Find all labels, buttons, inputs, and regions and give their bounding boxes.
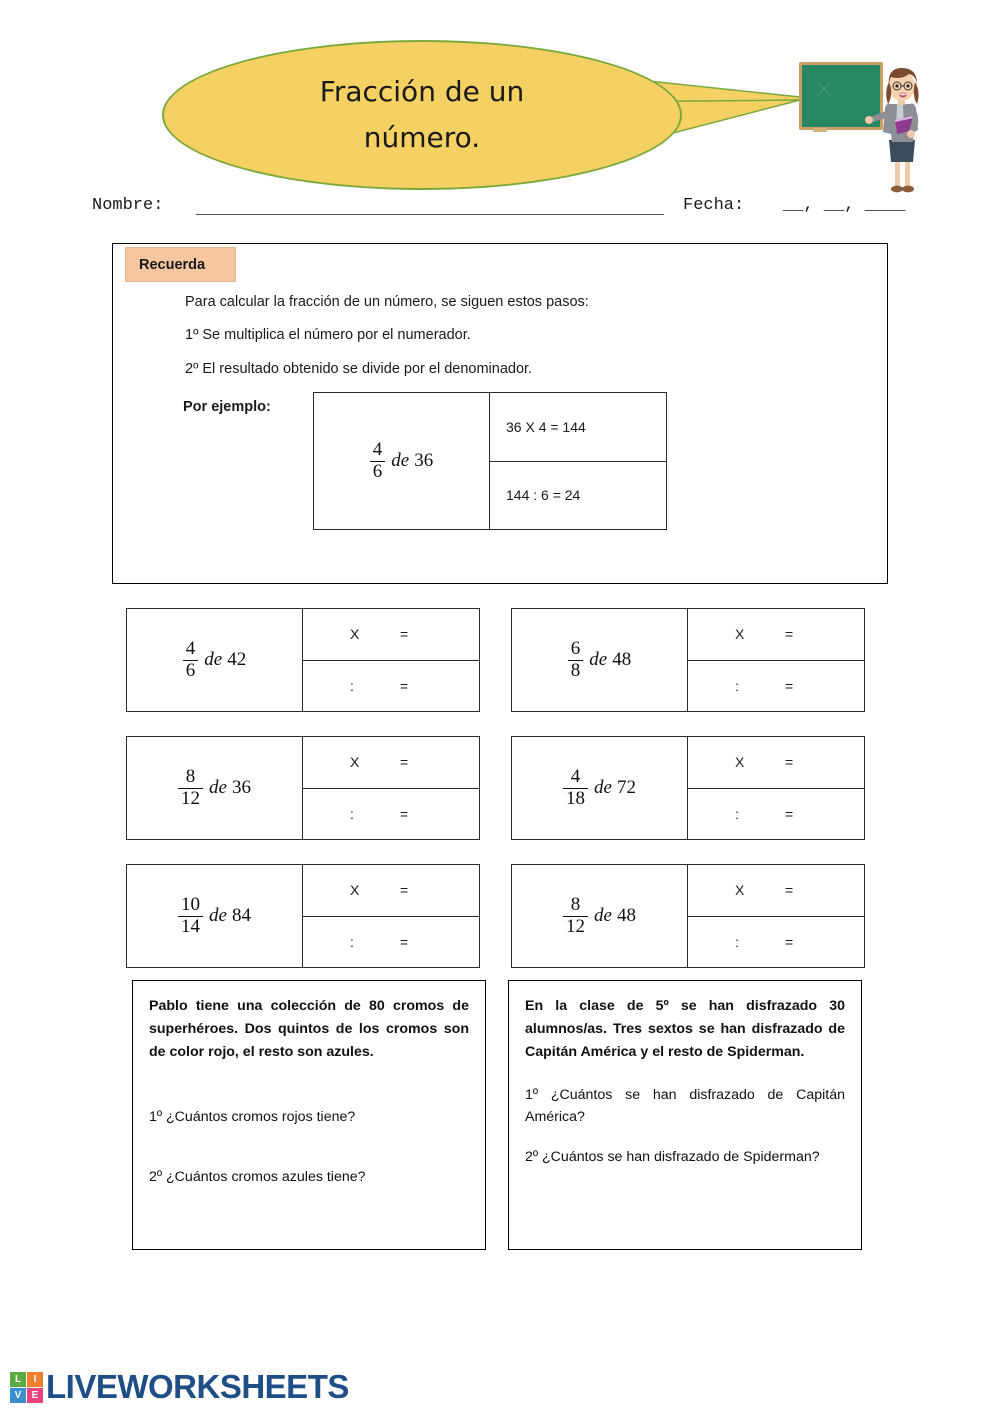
logo-tile-l: L	[10, 1372, 26, 1387]
exercise-box-5	[126, 864, 480, 968]
exercise-answer-cell[interactable]	[303, 737, 479, 839]
divide-answer-row[interactable]	[688, 917, 864, 968]
liveworksheets-logo[interactable]	[10, 1368, 349, 1406]
exercise-row	[0, 736, 1000, 864]
equals-symbol: =	[400, 933, 409, 950]
equals-symbol: =	[400, 882, 409, 899]
page-title-line-2: número.	[363, 121, 481, 154]
equals-symbol: =	[785, 882, 794, 899]
multiply-symbol: X	[350, 626, 360, 643]
fraction-numerator: 6	[570, 637, 581, 659]
whole-number: 48	[612, 649, 632, 670]
logo-tile-v: V	[10, 1388, 26, 1403]
divide-answer-row[interactable]	[303, 661, 479, 712]
fraction	[563, 767, 588, 809]
exercise-answer-cell[interactable]	[303, 865, 479, 967]
divide-symbol: :	[350, 677, 354, 694]
equals-symbol: =	[400, 754, 409, 771]
name-label: Nombre:	[92, 196, 164, 215]
fraction	[178, 767, 203, 809]
divide-answer-row[interactable]	[688, 661, 864, 712]
fraction-denominator: 8	[568, 660, 584, 682]
fraction-expression	[370, 440, 433, 482]
recuerda-line: 1º Se multiplica el número por el numerador.	[185, 327, 471, 343]
multiply-symbol: X	[350, 882, 360, 899]
multiply-symbol: X	[350, 754, 360, 771]
de-word: de	[594, 777, 612, 798]
logo-wordmark: LIVEWORKSHEETS	[46, 1368, 349, 1405]
fraction	[178, 895, 203, 937]
recuerda-line: Para calcular la fracción de un número, se siguen estos pasos:	[185, 294, 589, 310]
title-speech-bubble	[162, 40, 682, 190]
multiply-answer-row[interactable]	[688, 865, 864, 917]
exercise-fraction-cell	[127, 865, 303, 967]
name-date-row	[0, 192, 1000, 224]
multiply-symbol: X	[735, 882, 745, 899]
equals-symbol: =	[785, 805, 794, 822]
divide-answer-row[interactable]	[303, 789, 479, 840]
de-word: de	[209, 905, 227, 926]
fraction	[568, 639, 584, 681]
exercise-fraction-cell	[512, 609, 688, 711]
de-word: de	[589, 649, 608, 670]
divide-symbol: :	[735, 805, 739, 822]
exercise-box-6	[511, 864, 865, 968]
fraction-denominator: 12	[178, 788, 203, 810]
recuerda-line: 2º El resultado obtenido se divide por el denominador.	[185, 361, 533, 377]
exercise-row	[0, 608, 1000, 736]
fraction-numerator: 4	[570, 765, 581, 787]
logo-tile-e: E	[27, 1388, 43, 1403]
multiply-answer-row[interactable]	[688, 737, 864, 789]
whole-number: 84	[231, 905, 251, 926]
divide-symbol: :	[350, 805, 354, 822]
equals-symbol: =	[400, 626, 409, 643]
logo-tile-i: I	[27, 1372, 43, 1387]
fraction-expression	[183, 639, 246, 681]
equals-symbol: =	[400, 677, 409, 694]
exercise-box-1	[126, 608, 480, 712]
exercise-box-2	[511, 608, 865, 712]
problem-question[interactable]: 2º ¿Cuántos se han disfrazado de Spiderman?	[525, 1149, 820, 1165]
equals-symbol: =	[785, 626, 794, 643]
de-word: de	[204, 649, 223, 670]
whole-number: 42	[227, 649, 247, 670]
divide-answer-row[interactable]	[688, 789, 864, 840]
word-problem-1	[132, 980, 486, 1250]
exercise-row	[0, 864, 1000, 992]
multiply-answer-row[interactable]	[303, 865, 479, 917]
multiply-answer-row[interactable]	[303, 737, 479, 789]
multiply-symbol: X	[735, 754, 745, 771]
equals-symbol: =	[785, 677, 794, 694]
whole-number: 36	[231, 777, 251, 798]
multiply-answer-row[interactable]	[303, 609, 479, 661]
fraction-numerator: 10	[181, 893, 201, 915]
fraction-expression	[563, 767, 636, 809]
whole-number: 48	[616, 905, 636, 926]
fraction-denominator: 14	[178, 916, 203, 938]
example-table	[313, 392, 667, 530]
de-word: de	[209, 777, 227, 798]
recuerda-badge-label: Recuerda	[139, 256, 206, 273]
equals-symbol: =	[400, 805, 409, 822]
divide-symbol: :	[735, 677, 739, 694]
problem-question[interactable]: 2º ¿Cuántos cromos azules tiene?	[149, 1169, 366, 1185]
exercise-fraction-cell	[512, 737, 688, 839]
recuerda-badge	[125, 247, 236, 282]
example-steps-cell	[490, 393, 666, 529]
page-title	[320, 69, 524, 161]
exercise-answer-cell[interactable]	[688, 609, 864, 711]
logo-tiles	[10, 1372, 43, 1403]
fraction-denominator: 6	[183, 660, 199, 682]
multiply-symbol: X	[735, 626, 745, 643]
fraction-expression	[178, 767, 251, 809]
whole-number: 72	[616, 777, 636, 798]
problem-question[interactable]: 1º ¿Cuántos cromos rojos tiene?	[149, 1109, 356, 1125]
equals-symbol: =	[785, 933, 794, 950]
fraction-denominator: 12	[563, 916, 588, 938]
page-title-line-1: Fracción de un	[319, 74, 525, 108]
example-label: Por ejemplo:	[183, 399, 271, 415]
fraction	[370, 440, 386, 482]
exercise-box-4	[511, 736, 865, 840]
word-problem-2	[508, 980, 862, 1250]
whole-number: 36	[414, 450, 434, 471]
exercise-fraction-cell	[127, 737, 303, 839]
fraction-numerator: 4	[372, 438, 383, 460]
de-word: de	[391, 450, 410, 471]
example-fraction-cell	[314, 393, 490, 529]
problem-question[interactable]: 1º ¿Cuántos se han disfrazado de Capitán América?	[525, 1087, 845, 1125]
teacher-at-chalkboard-illustration	[797, 52, 925, 200]
fraction-expression	[563, 895, 636, 937]
fraction	[563, 895, 588, 937]
divide-symbol: :	[350, 933, 354, 950]
divide-answer-row[interactable]	[303, 917, 479, 968]
exercise-box-3	[126, 736, 480, 840]
exercise-answer-cell[interactable]	[688, 737, 864, 839]
de-word: de	[594, 905, 612, 926]
worksheet-header	[0, 0, 1000, 232]
exercise-answer-cell[interactable]	[303, 609, 479, 711]
example-step-multiply: 36 X 4 = 144	[490, 393, 666, 462]
problem-statement: En la clase de 5º se han disfrazado 30 alumnos/as. Tres sextos se han disfrazado de Capitán América y el resto de Spiderman.	[525, 998, 845, 1060]
fraction-expression	[178, 895, 251, 937]
exercise-fraction-cell	[512, 865, 688, 967]
exercise-fraction-cell	[127, 609, 303, 711]
multiply-answer-row[interactable]	[688, 609, 864, 661]
equals-symbol: =	[785, 754, 794, 771]
fraction-denominator: 18	[563, 788, 588, 810]
name-input-line[interactable]	[196, 214, 664, 215]
fraction-numerator: 8	[185, 765, 196, 787]
fraction-numerator: 4	[185, 637, 196, 659]
example-step-divide: 144 : 6 = 24	[506, 487, 581, 504]
fraction-expression	[568, 639, 631, 681]
exercise-answer-cell[interactable]	[688, 865, 864, 967]
divide-symbol: :	[735, 933, 739, 950]
fraction-denominator: 6	[370, 461, 386, 483]
fraction-numerator: 8	[570, 893, 581, 915]
recuerda-panel	[112, 243, 888, 584]
fraction	[183, 639, 199, 681]
problem-statement: Pablo tiene una colección de 80 cromos de superhéroes. Dos quintos de los cromos son de color rojo, el resto son azules.	[149, 998, 469, 1060]
date-label: Fecha:	[683, 196, 745, 215]
exercise-grid	[0, 608, 1000, 992]
date-input-line[interactable]: __, __, ____	[783, 196, 906, 215]
